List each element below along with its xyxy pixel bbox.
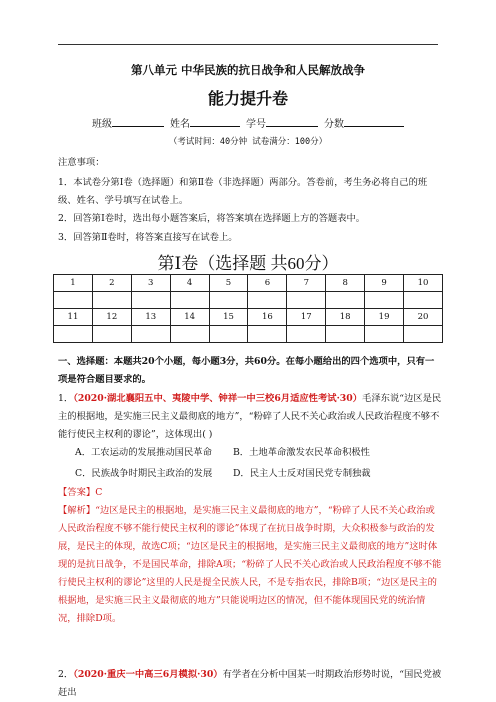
answer-number-cell: 11 (54, 309, 93, 326)
answer-blank-cell[interactable] (131, 292, 170, 309)
notice-item-1: 1．本试卷分第Ⅰ卷（选择题）和第Ⅱ卷（非选择题）两部分。答卷前，考生务必将自己的班级、姓名、学号填写在试卷上。 (58, 177, 428, 206)
question-1-options (75, 444, 435, 486)
answer-number-cell: 7 (287, 275, 326, 292)
answer-number-cell: 12 (92, 309, 131, 326)
field-label: 学号 (246, 119, 266, 130)
option-b[interactable]: B．土地革命激发农民革命积极性 (232, 447, 370, 458)
question-stem: 有学者在分析中国某一时期政治形势时说，“国民党被赶出 (58, 669, 442, 698)
field-blank[interactable] (190, 116, 240, 127)
answer-number-cell: 6 (248, 275, 287, 292)
answer-number-cell: 14 (170, 309, 209, 326)
answer-number-cell: 15 (209, 309, 248, 326)
answer-number-cell: 18 (326, 309, 365, 326)
field-blank[interactable] (112, 116, 164, 127)
notice-item-3: 3．回答第Ⅱ卷时，将答案直接写在试卷上。 (58, 232, 238, 243)
question-number: 1． (58, 393, 74, 404)
answer-blank-cell[interactable] (404, 292, 443, 309)
answer-number-cell: 2 (92, 275, 131, 292)
paper-subtitle: 能力提升卷 (207, 89, 288, 108)
question-section-intro: 一、选择题：本题共20个小题，每小题3分，共60分。在每小题给出的四个选项中，只有一项是符合题目要求的。 (58, 356, 435, 385)
field-blank[interactable] (344, 116, 404, 127)
option-c[interactable]: C．民族战争时期民主政治的发展 (75, 468, 213, 479)
answer-analysis: 【解析】“边区是民主的根据地，是实施三民主义最彻底的地方”，“粉碎了人民不关心政治或人民政治程度不够不能行使民主权利的谬论”体现了在抗日战争时期，大众积极参与政治的发展，是民主的体现，故选C项；“边区是民主的根据地，是实施三民主义最彻底的地方”这时体现的是抗日战争，不是国民革命，排除A项；“粉碎了人民不关心政治或人民政治程度不够不能行使民主权利的谬论”这里的人民是提全民族人民，不是专指农民，排除B项；“边区是民主的根据地，是实施三民主义最彻底的地方”只能说明边区的情况，但不能体现国民党的统治情况，排除D项。 (58, 505, 442, 624)
answer-blank-cell[interactable] (365, 292, 404, 309)
answer-number-cell: 4 (170, 275, 209, 292)
answer-blank-cell[interactable] (170, 326, 209, 343)
answer-key: 【答案】C (58, 487, 103, 498)
answer-number-cell: 13 (131, 309, 170, 326)
answer-blank-row (54, 292, 443, 309)
exam-info: （考试时间：40分钟 试卷满分：100分） (168, 137, 328, 147)
answer-number-cell: 16 (248, 309, 287, 326)
answer-blank-cell[interactable] (92, 292, 131, 309)
answer-number-cell: 20 (404, 309, 443, 326)
option-a[interactable]: A．工农运动的发展推动国民革命 (75, 447, 212, 458)
answer-blank-cell[interactable] (365, 326, 404, 343)
answer-blank-cell[interactable] (326, 292, 365, 309)
field-label: 分数 (324, 119, 344, 130)
top-rule (58, 44, 438, 45)
answer-blank-cell[interactable] (287, 326, 326, 343)
answer-blank-cell[interactable] (92, 326, 131, 343)
student-info-fields (0, 115, 496, 130)
answer-blank-cell[interactable] (248, 326, 287, 343)
question-source: （2020·重庆一中高三6月模拟·30） (73, 669, 223, 680)
notice-item-2: 2．回答第Ⅰ卷时，选出每小题答案后，将答案填在选择题上方的答题表中。 (58, 213, 366, 224)
answer-blank-cell[interactable] (54, 326, 93, 343)
answer-number-row (54, 309, 443, 326)
unit-title: 第八单元 中华民族的抗日战争和人民解放战争 (130, 63, 365, 77)
answer-blank-cell[interactable] (248, 292, 287, 309)
answer-number-cell: 9 (365, 275, 404, 292)
answer-number-cell: 17 (287, 309, 326, 326)
answer-number-cell: 10 (404, 275, 443, 292)
answer-blank-cell[interactable] (209, 292, 248, 309)
answer-number-cell: 3 (131, 275, 170, 292)
question-source: （2020·湖北襄阳五中、夷陵中学、钟祥一中三校6月适应性考试·30） (73, 393, 363, 404)
answer-blank-cell[interactable] (287, 292, 326, 309)
question-2 (58, 666, 442, 702)
question-1 (58, 390, 442, 444)
answer-table (53, 274, 443, 343)
answer-blank-cell[interactable] (170, 292, 209, 309)
question-number: 2． (58, 669, 74, 680)
answer-blank-cell[interactable] (209, 326, 248, 343)
option-d[interactable]: D．民主人士反对国民党专制独裁 (232, 468, 371, 479)
field-label: 姓名 (170, 119, 190, 130)
field-blank[interactable] (266, 116, 318, 127)
answer-blank-cell[interactable] (326, 326, 365, 343)
field-label: 班级 (92, 119, 112, 130)
answer-blank-row (54, 326, 443, 343)
notice-title: 注意事项： (58, 157, 105, 168)
answer-number-cell: 8 (326, 275, 365, 292)
question-stem: 毛泽东说“边区是民主的根据地，是实施三民主义最彻底的地方”，“粉碎了人民不关心政治或人民政治程度不够不能行使民主权利的谬论”，这体现出( ) (58, 393, 442, 440)
answer-number-row (54, 275, 443, 292)
answer-blank-cell[interactable] (404, 326, 443, 343)
section-title: 第Ⅰ卷（选择题 共60分） (157, 254, 339, 273)
answer-number-cell: 1 (54, 275, 93, 292)
answer-number-cell: 5 (209, 275, 248, 292)
answer-blank-cell[interactable] (131, 326, 170, 343)
answer-number-cell: 19 (365, 309, 404, 326)
answer-blank-cell[interactable] (54, 292, 93, 309)
